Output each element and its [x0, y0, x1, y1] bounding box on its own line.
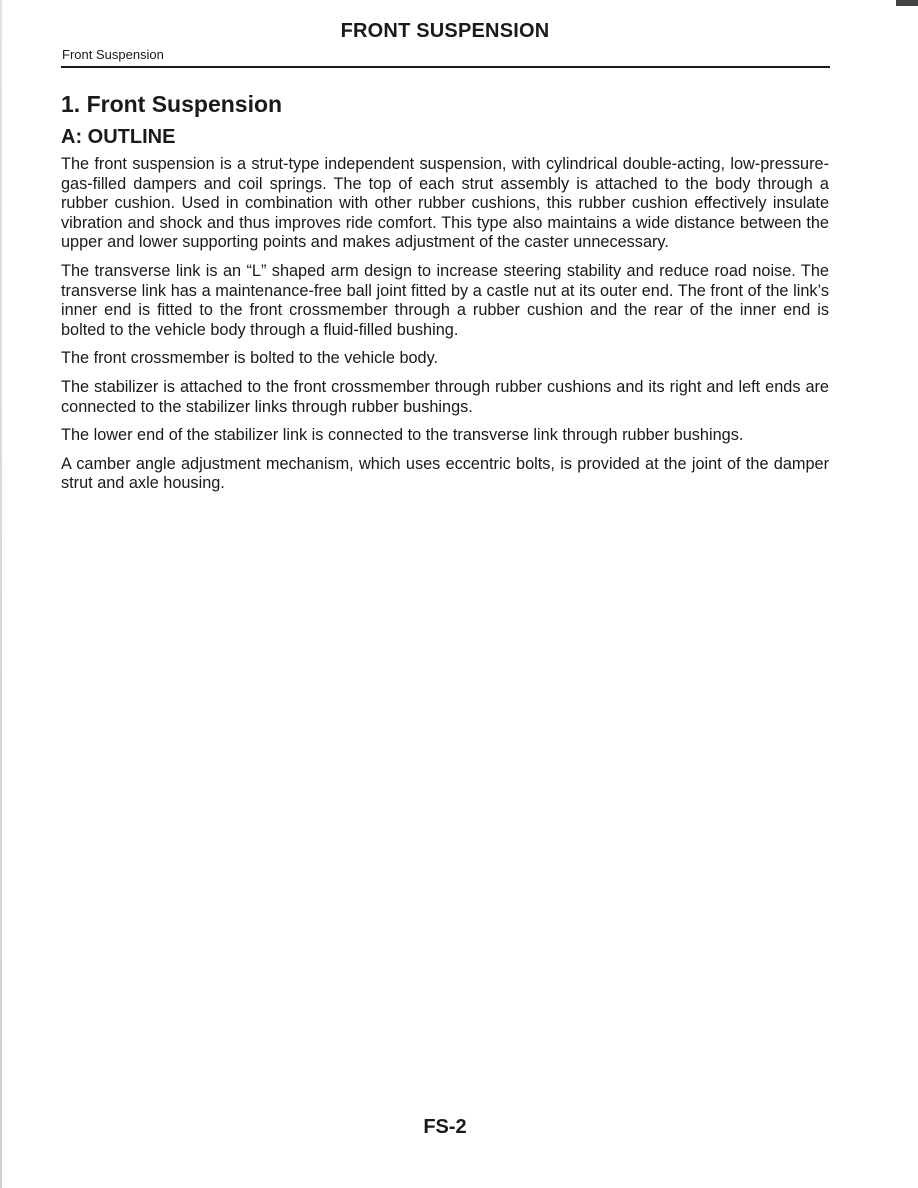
running-header-title: FRONT SUSPENSION	[340, 20, 550, 42]
section-title: 1. Front Suspension	[61, 91, 283, 117]
page-edge-shadow	[0, 0, 2, 1188]
scan-corner-mark	[896, 0, 918, 6]
page-number: FS-2	[423, 1116, 467, 1138]
paragraph-stabilizer: The stabilizer is attached to the front crossmember through rubber cushions and its right and left ends are connected to the stabilizer links through rubber bushings.	[61, 377, 829, 416]
paragraph-camber-adjustment: A camber angle adjustment mechanism, which uses eccentric bolts, is provided at the joint of the damper strut and axle housing.	[61, 454, 829, 493]
main-content	[61, 88, 829, 503]
header-divider	[61, 66, 830, 68]
paragraph-crossmember: The front crossmember is bolted to the vehicle body.	[61, 349, 439, 368]
paragraph-transverse-link: The transverse link is an “L” shaped arm design to increase steering stability and reduce road noise. The transverse link has a maintenance-free ball joint fitted by a castle nut at its outer end. The front of the link’s inner end is fitted to the front crossmember through a rubber cushion and the rear of the inner end is bolted to the vehicle body through a fluid-filled bushing.	[61, 261, 829, 339]
running-header-subtitle: Front Suspension	[62, 47, 164, 62]
paragraph-stabilizer-link: The lower end of the stabilizer link is connected to the transverse link through rubber bushings.	[61, 426, 744, 445]
paragraph-strut-overview: The front suspension is a strut-type independent suspension, with cylindrical double-acting, low-pressure-gas-filled dampers and coil springs. The top of each strut assembly is attached to the body through a rubber cushion. Used in combination with other rubber cushions, this rubber cushion effectively insulate vibration and shock and thus improves ride comfort. This type also maintains a wide distance between the upper and lower supporting points and makes adjustment of the caster unnecessary.	[61, 155, 829, 252]
subsection-title: A: OUTLINE	[61, 126, 176, 148]
